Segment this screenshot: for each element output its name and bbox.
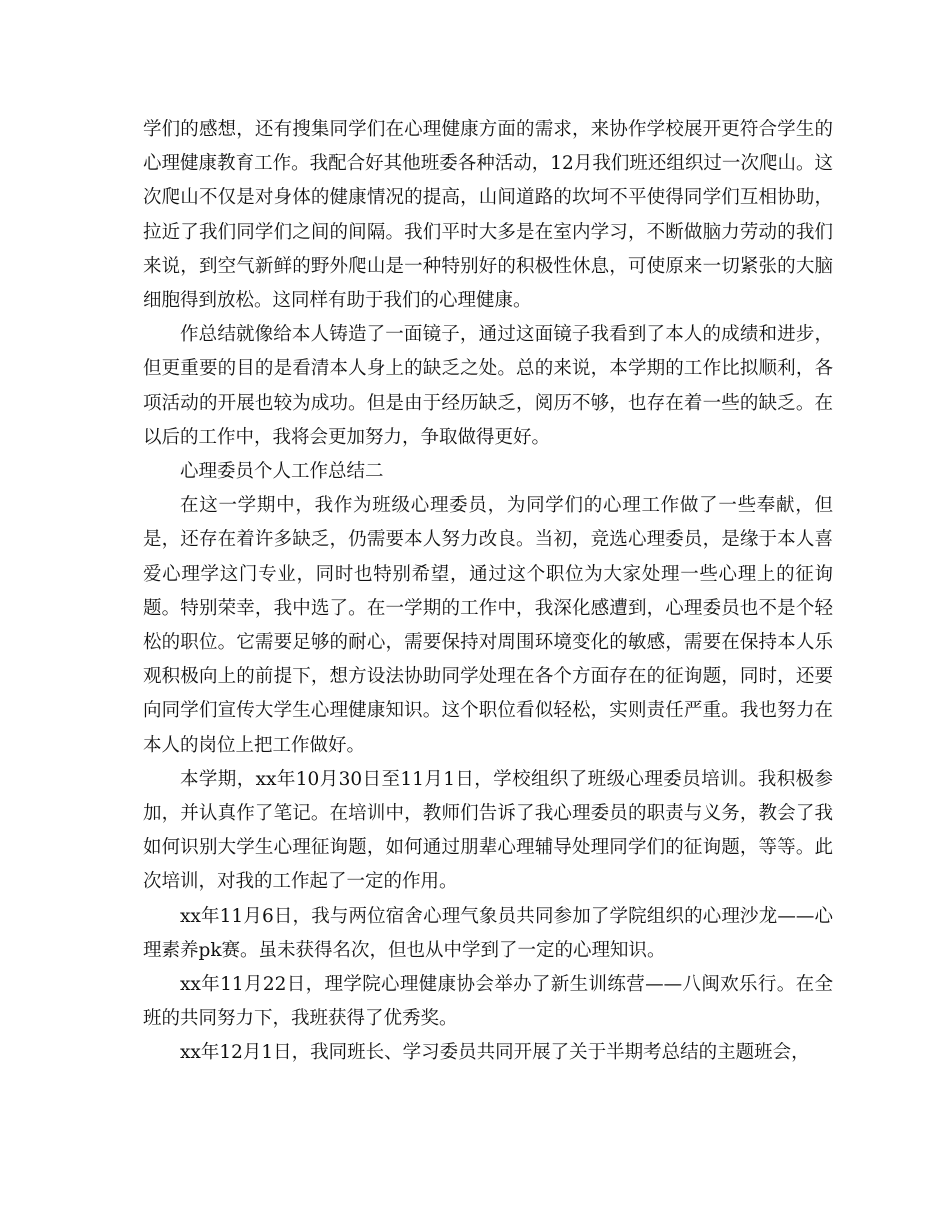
paragraph-continuation: 学们的感想，还有搜集同学们在心理健康方面的需求，来协作学校展开更符合学生的心理健康教育工作。我配合好其他班委各种活动，12月我们班还组织过一次爬山。这次爬山不仅是对身体的健康情况的提高，山间道路的坎坷不平使得同学们互相协助，拉近了我们同学们之间的间隔。我们平时大多是在室内学习，不断做脑力劳动的我们来说，到空气新鲜的野外爬山是一种特别好的积极性休息，可使原来一切紧张的大脑细胞得到放松。这同样有助于我们的心理健康。 [143,119,833,312]
paragraph-summary: 作总结就像给本人铸造了一面镜子，通过这面镜子我看到了本人的成绩和进步，但更重要的目的是看清本人身上的缺乏之处。总的来说，本学期的工作比拟顺利，各项活动的开展也较为成功。但是由于经历缺乏，阅历不够，也存在着一些的缺乏。在以后的工作中，我将会更加努力，争取做得更好。 [143,324,833,448]
paragraph-camp: xx年11月22日，理学院心理健康协会举办了新生训练营——八闽欢乐行。在全班的共同努力下，我班获得了优秀奖。 [143,974,833,1030]
document-body [143,113,833,1071]
paragraph-salon: xx年11月6日，我与两位宿舍心理气象员共同参加了学院组织的心理沙龙——心理素养pk赛。虽未获得名次，但也从中学到了一定的心理知识。 [143,905,833,961]
paragraph-intro: 在这一学期中，我作为班级心理委员，为同学们的心理工作做了一些奉献，但是，还存在着许多缺乏，仍需要本人努力改良。当初，竞选心理委员，是缘于本人喜爱心理学这门专业，同时也特别希望，通过这个职位为大家处理一些心理上的征询题。特别荣幸，我中选了。在一学期的工作中，我深化感遭到，心理委员也不是个轻松的职位。它需要足够的耐心，需要保持对周围环境变化的敏感，需要在保持本人乐观积极向上的前提下，想方设法协助同学处理在各个方面存在的征询题，同时，还要向同学们宣传大学生心理健康知识。这个职位看似轻松，实则责任严重。我也努力在本人的岗位上把工作做好。 [143,495,833,756]
paragraph-training: 本学期，xx年10月30日至11月1日，学校组织了班级心理委员培训。我积极参加，并认真作了笔记。在培训中，教师们告诉了我心理委员的职责与义务，教会了我如何识别大学生心理征询题，如何通过朋辈心理辅导处理同学们的征询题，等等。此次培训，对我的工作起了一定的作用。 [143,768,833,893]
section-heading: 心理委员个人工作总结二 [180,461,384,483]
paragraph-class-meeting: xx年12月1日，我同班长、学习委员共同开展了关于半期考总结的主题班会， [180,1042,810,1064]
